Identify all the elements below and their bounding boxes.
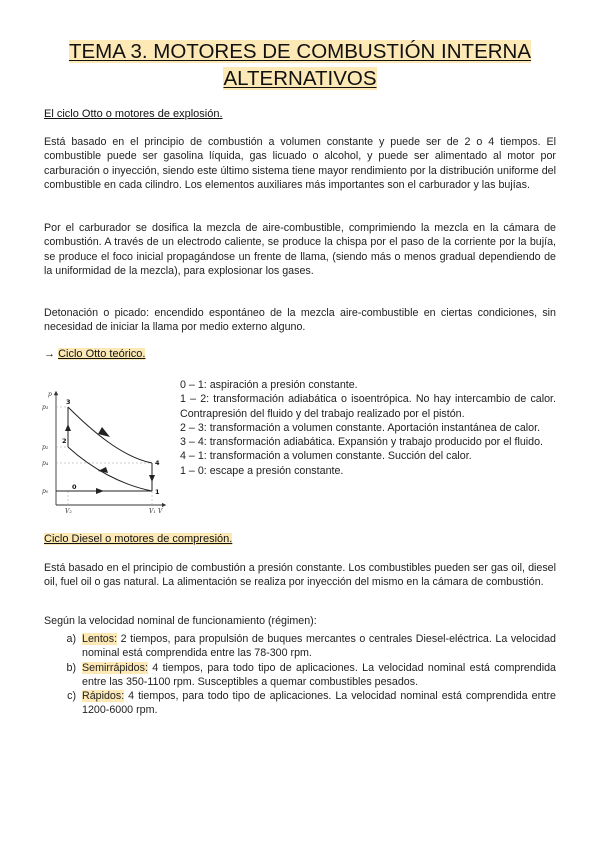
otto-step: 4 – 1: transformación a volumen constante. Succión del calor. (180, 450, 472, 463)
list-item-text: 4 tiempos, para todo tipo de aplicaciones. La velocidad nominal está comprendida entre 1200-6000 rpm. (82, 690, 556, 717)
diagram-p2-label: p₂ (42, 444, 49, 451)
otto-steps-list (180, 378, 556, 478)
speed-classes-list (44, 632, 556, 718)
diagram-y-axis-label: p (48, 391, 52, 398)
section-heading-otto: El ciclo Otto o motores de explosión. (44, 108, 223, 120)
list-item (82, 632, 556, 661)
diagram-point-3: 3 (66, 398, 71, 406)
diagram-point-2: 2 (62, 437, 67, 445)
subsection-heading-otto-teorico (44, 348, 145, 360)
diagram-arrowheads (65, 424, 155, 494)
list-item-text: 4 tiempos, para todo tipo de aplicaciones. La velocidad nominal está comprendida entre las 350-1100 rpm. Susceptibles a quemar combustibles pesados. (82, 661, 556, 688)
otto-step: 2 – 3: transformación a volumen constante. Aportación instantánea de calor. (180, 421, 541, 434)
page-title (40, 38, 560, 92)
otto-pv-diagram (40, 387, 168, 515)
diagram-point-1: 1 (155, 488, 160, 496)
page-title-text: TEMA 3. MOTORES DE COMBUSTIÓN INTERNA ALTERNATIVOS (68, 40, 532, 90)
diagram-cycle-curves (56, 407, 152, 491)
otto-step: 0 – 1: aspiración a presión constante. (180, 379, 358, 391)
diagram-v1-label: V₁ (149, 508, 156, 515)
section-heading-diesel-text: Ciclo Diesel o motores de compresión. (44, 533, 233, 545)
diagram-guide-lines (56, 407, 152, 505)
diagram-p4-label: p₄ (42, 460, 49, 467)
section-heading-diesel (44, 533, 232, 545)
otto-step: 1 – 2: transformación adiabática o isoentrópica. No hay intercambio de calor. Contrapresión del fluido y del trabajo realizado por el pistón. (180, 393, 556, 420)
list-item (82, 661, 556, 690)
paragraph-velocidad-intro: Según la velocidad nominal de funcionamiento (régimen): (44, 615, 317, 627)
paragraph-detonacion: Detonación o picado: encendido espontáneo de la mezcla aire-combustible en ciertas condiciones, sin necesidad de iniciar la llama por medio externo alguno. (44, 307, 556, 334)
diagram-p0-label: p₀ (42, 488, 49, 495)
term-highlight: Lentos: (82, 633, 118, 645)
arrow-icon: → (44, 348, 55, 360)
paragraph-diesel-intro: Está basado en el principio de combustión a presión constante. Los combustibles pueden ser gas oil, diesel oil, fuel oil o gas natural. La alimentación se realiza por inyección del mismo en la cámara de combustión. (44, 562, 556, 589)
subsection-heading-text: Ciclo Otto teórico. (58, 348, 146, 360)
list-item-text: 2 tiempos, para propulsión de buques mercantes o centrales Diesel-eléctrica. La velocidad nominal está comprendida entre las 78-300 rpm. (82, 633, 556, 660)
otto-step: 1 – 0: escape a presión constante. (180, 464, 344, 477)
paragraph-otto-intro: Está basado en el principio de combustión a volumen constante y puede ser de 2 o 4 tiempos. El combustible puede ser gasolina líquida, gas licuado o alcohol, y puede ser alimentado al motor por carburación o inyección, siendo este último sistema tiene mayor rendimiento por la distribución uniforme del combustible en cada cilindro. Los elementos auxiliares más importantes son el carburador y las bujías. (44, 136, 556, 191)
diagram-point-0: 0 (72, 483, 77, 491)
term-highlight: Semirrápidos: (82, 661, 148, 674)
diagram-point-4: 4 (155, 459, 160, 467)
diagram-x-axis-label: V (158, 508, 163, 515)
list-item (82, 689, 556, 718)
diagram-v2-label: V₂ (65, 508, 72, 515)
diagram-p3-label: p₃ (42, 404, 49, 411)
term-highlight: Rápidos: (82, 690, 125, 703)
otto-step: 3 – 4: transformación adiabática. Expansión y trabajo producido por el fluido. (180, 436, 543, 449)
paragraph-otto-carburador: Por el carburador se dosifica la mezcla de aire-combustible, comprimiendo la mezcla en la cámara de combustión. A través de un electrodo caliente, se produce la chispa por el paso de la corriente por la bujía, se produce el foco inicial propagándose un frente de llama, (siendo más o menos gradual dependiendo de la uniformidad de la mezcla), para explosionar los gases. (44, 222, 556, 277)
